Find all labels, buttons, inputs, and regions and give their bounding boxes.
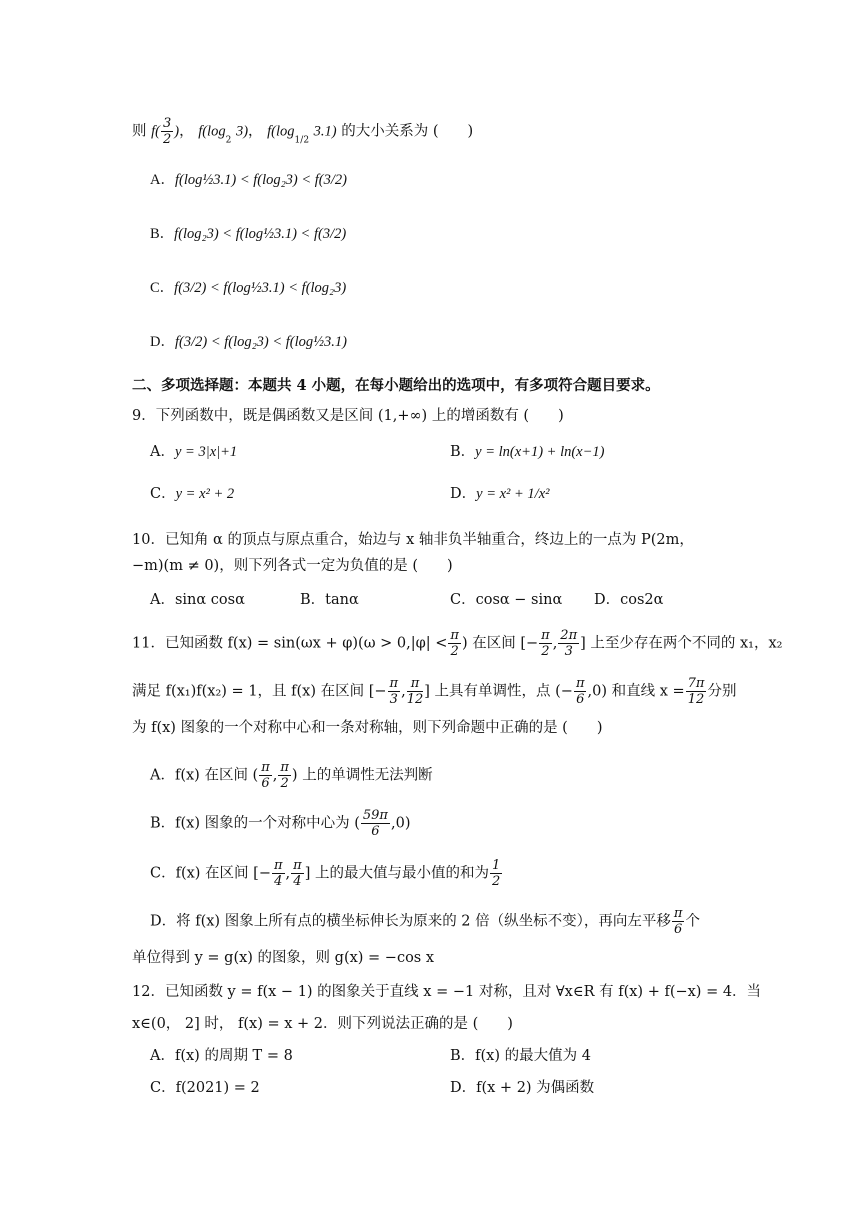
numerator: π bbox=[273, 858, 283, 873]
numerator: π bbox=[280, 760, 289, 775]
denominator: 2 bbox=[450, 644, 459, 659]
option-label: C． bbox=[150, 486, 176, 502]
numerator: 1 bbox=[294, 135, 301, 146]
text-run: A．f(x) 在区间 ( bbox=[150, 767, 259, 784]
numerator: π bbox=[407, 676, 424, 692]
denominator: 4 bbox=[293, 874, 302, 889]
option-label: A． bbox=[150, 172, 175, 188]
numerator: π bbox=[389, 676, 399, 691]
q9-option-d[interactable] bbox=[450, 484, 550, 504]
text-run: ,0) bbox=[390, 815, 411, 832]
option-label: D． bbox=[150, 334, 175, 350]
denominator: 2 bbox=[162, 132, 172, 147]
text-run: 的大小关系为 ( ) bbox=[336, 123, 474, 140]
fraction bbox=[448, 628, 461, 659]
q12-stem-line2: x∈(0， 2] 时， f(x) = x + 2．则下列说法正确的是 ( ) bbox=[132, 1016, 513, 1032]
fraction bbox=[361, 808, 390, 839]
fraction bbox=[539, 628, 552, 659]
text-run: ] 上的最大值与最小值的和为 bbox=[304, 865, 489, 882]
q10-stem-line2: −m)(m ≠ 0)，则下列各式一定为负值的是 ( ) bbox=[132, 558, 453, 574]
numerator: π bbox=[673, 906, 683, 921]
fraction bbox=[388, 676, 401, 707]
q8-option-a[interactable] bbox=[150, 170, 347, 190]
q11-option-d-line1[interactable] bbox=[150, 906, 700, 937]
separator: ， bbox=[248, 123, 263, 140]
option-text: y = x² + 1/x² bbox=[476, 486, 550, 502]
option-label: A． bbox=[150, 444, 175, 460]
denominator: 12 bbox=[687, 692, 705, 707]
q11-stem-line2 bbox=[132, 676, 736, 707]
text-run: ] 上具有单调性，点 (− bbox=[424, 683, 573, 700]
fraction bbox=[490, 858, 502, 889]
numerator: 2π bbox=[560, 628, 578, 643]
q11-option-b[interactable] bbox=[150, 808, 410, 839]
q12-option-d[interactable]: D．f(x + 2) 为偶函数 bbox=[450, 1080, 595, 1096]
fraction bbox=[574, 676, 587, 707]
log-base: 2 bbox=[225, 135, 232, 146]
numerator: 1 bbox=[491, 858, 501, 873]
option-text: f(log₂3) < f(log½3.1) < f(3/2) bbox=[174, 226, 347, 242]
text-run: C．f(x) 在区间 [− bbox=[150, 865, 271, 882]
q11-option-c[interactable] bbox=[150, 858, 503, 889]
numerator: π bbox=[450, 628, 459, 643]
q9-stem: 9．下列函数中，既是偶函数又是区间 (1,+∞) 上的增函数有 ( ) bbox=[132, 408, 564, 424]
text-run: 个 bbox=[685, 913, 700, 930]
numerator: π bbox=[261, 760, 270, 775]
q10-option-b[interactable]: B．tanα bbox=[300, 592, 359, 608]
expr: ) bbox=[174, 123, 180, 140]
fraction bbox=[259, 760, 272, 791]
denominator: 2 bbox=[541, 644, 550, 659]
numerator: π bbox=[575, 676, 585, 691]
q12-option-c[interactable]: C．f(2021) = 2 bbox=[150, 1080, 260, 1096]
text-run: ) 在区间 [− bbox=[461, 635, 539, 652]
q11-option-a[interactable] bbox=[150, 760, 433, 791]
fraction bbox=[407, 676, 424, 707]
text-run: , bbox=[285, 865, 291, 882]
denominator: 6 bbox=[576, 692, 585, 707]
option-text: y = 3|x|+1 bbox=[174, 444, 238, 460]
option-text: f(3/2) < f(log₂3) < f(log½3.1) bbox=[174, 334, 347, 350]
numerator: π bbox=[293, 858, 302, 873]
fraction bbox=[278, 760, 291, 791]
option-text: f(log½3.1) < f(log₂3) < f(3/2) bbox=[174, 172, 347, 188]
numerator: π bbox=[541, 628, 550, 643]
text-run: ) 上的单调性无法判断 bbox=[291, 767, 433, 784]
fraction bbox=[161, 116, 173, 147]
q9-option-b[interactable] bbox=[450, 442, 604, 462]
option-label: B． bbox=[150, 226, 175, 242]
expr: f(log bbox=[267, 123, 295, 140]
option-label: B． bbox=[450, 444, 476, 460]
text-run: B．f(x) 图象的一个对称中心为 ( bbox=[150, 815, 360, 832]
text-run: 满足 f(x₁)f(x₂) = 1，且 f(x) 在区间 [− bbox=[132, 683, 387, 700]
fraction bbox=[558, 628, 579, 659]
denominator: 2 bbox=[491, 874, 501, 889]
q10-option-c[interactable]: C．cosα − sinα bbox=[450, 592, 563, 608]
q11-stem-line1 bbox=[132, 628, 782, 659]
expr: 3) bbox=[235, 123, 249, 140]
q11-stem-line3: 为 f(x) 图象的一个对称中心和一条对称轴，则下列命题中正确的是 ( ) bbox=[132, 720, 603, 736]
section-heading: 二、多项选择题：本题共 4 小题，在每小题给出的选项中，有多项符合题目要求。 bbox=[132, 377, 660, 394]
q9-option-a[interactable] bbox=[150, 442, 237, 462]
expr: 3.1) bbox=[313, 123, 337, 140]
fraction bbox=[686, 676, 707, 707]
fraction bbox=[672, 906, 685, 937]
denominator: 6 bbox=[261, 776, 270, 791]
text-run: 分别 bbox=[707, 683, 737, 700]
numerator: 7π bbox=[687, 676, 705, 691]
separator: ， bbox=[179, 123, 194, 140]
text-run: , bbox=[401, 683, 406, 700]
q8-option-c[interactable] bbox=[150, 278, 346, 298]
option-text: y = x² + 2 bbox=[175, 486, 235, 502]
option-text: y = ln(x+1) + ln(x−1) bbox=[475, 444, 605, 460]
q12-option-b[interactable]: B．f(x) 的最大值为 4 bbox=[450, 1048, 591, 1064]
text-run: 11．已知函数 f(x) = sin(ωx + φ)(ω > 0,|φ| < bbox=[132, 635, 448, 652]
text-run: ] 上至少存在两个不同的 x₁，x₂ bbox=[580, 635, 783, 652]
denominator: 6 bbox=[371, 824, 380, 839]
option-label: D． bbox=[450, 486, 477, 502]
q8-option-b[interactable] bbox=[150, 224, 346, 244]
denominator: 12 bbox=[406, 692, 424, 707]
q8-option-d[interactable] bbox=[150, 332, 347, 352]
denominator: 3 bbox=[564, 644, 573, 659]
numerator: 59π bbox=[362, 808, 388, 823]
expr: f( bbox=[151, 123, 160, 140]
text-run: , bbox=[272, 767, 278, 784]
text-run: ,0) 和直线 x = bbox=[587, 683, 685, 700]
log-base-frac: 1/2 bbox=[294, 135, 310, 146]
denominator: 2 bbox=[280, 776, 289, 791]
q9-option-c[interactable] bbox=[150, 484, 234, 504]
q10-option-d[interactable]: D．cos2α bbox=[594, 592, 664, 608]
denominator: 4 bbox=[274, 874, 283, 889]
q10-stem-line1: 10．已知角 α 的顶点与原点重合，始边与 x 轴非负半轴重合，终边上的一点为 P(2m， bbox=[132, 532, 694, 548]
option-label: C． bbox=[150, 280, 175, 296]
q12-stem-line1: 12．已知函数 y = f(x − 1) 的图象关于直线 x = −1 对称，且对 ∀x∈R 有 f(x) + f(−x) = 4．当 bbox=[132, 984, 762, 1000]
numerator: 3 bbox=[162, 116, 172, 131]
q12-option-a[interactable]: A．f(x) 的周期 T = 8 bbox=[150, 1048, 293, 1064]
q8-stem-tail bbox=[132, 116, 473, 151]
denominator: 3 bbox=[389, 692, 398, 707]
option-text: f(3/2) < f(log½3.1) < f(log₂3) bbox=[174, 280, 347, 296]
q10-option-a[interactable]: A．sinα cosα bbox=[150, 592, 245, 608]
text-run: 则 bbox=[132, 123, 152, 140]
fraction bbox=[272, 858, 285, 889]
denominator: 2 bbox=[303, 135, 310, 146]
denominator: 6 bbox=[674, 922, 683, 937]
text-run: D．将 f(x) 图象上所有点的横坐标伸长为原来的 2 倍（纵坐标不变），再向左平移 bbox=[150, 913, 671, 930]
text-run: , bbox=[552, 635, 558, 652]
expr: f(log bbox=[198, 123, 226, 140]
q11-option-d-line2: 单位得到 y = g(x) 的图象，则 g(x) = −cos x bbox=[132, 950, 435, 966]
fraction bbox=[291, 858, 304, 889]
